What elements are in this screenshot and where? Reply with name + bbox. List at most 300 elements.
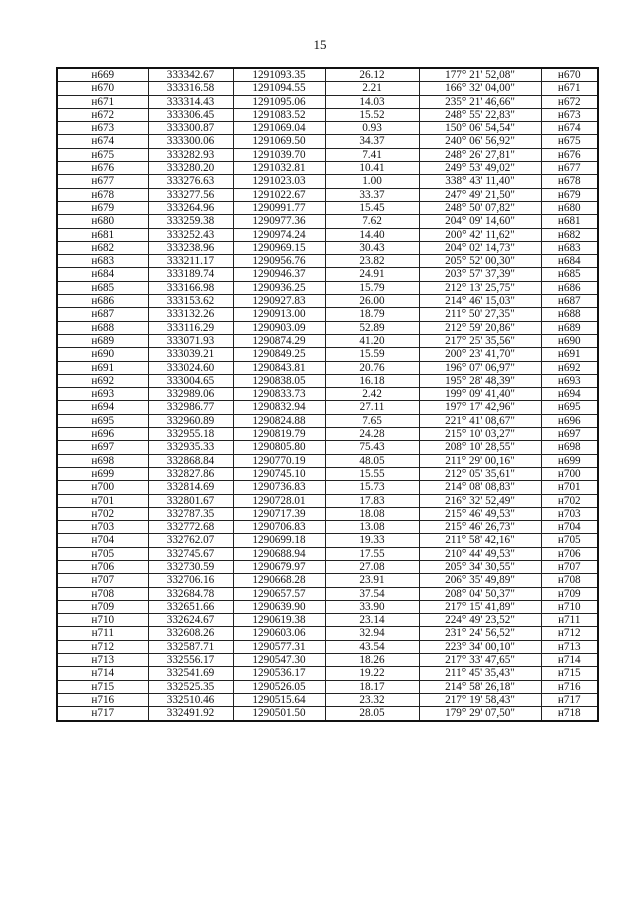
- table-row: [57, 680, 598, 693]
- distance-cell: 32.94: [325, 627, 419, 640]
- point-id-cell: н710: [57, 614, 148, 627]
- x-coordinate-cell: 332801.67: [148, 494, 233, 507]
- point-id-cell: н707: [57, 574, 148, 587]
- next-point-cell: н675: [541, 135, 598, 148]
- x-coordinate-cell: 333316.58: [148, 82, 233, 95]
- distance-cell: 14.03: [325, 95, 419, 108]
- bearing-cell: 215° 46' 49,53": [419, 507, 541, 520]
- table-row: [57, 614, 598, 627]
- bearing-cell: 179° 29' 07,50": [419, 707, 541, 721]
- bearing-cell: 214° 08' 08,83": [419, 481, 541, 494]
- next-point-cell: н699: [541, 454, 598, 467]
- bearing-cell: 197° 17' 42,96": [419, 401, 541, 414]
- page-number: 15: [313, 37, 327, 52]
- next-point-cell: н704: [541, 521, 598, 534]
- x-coordinate-cell: 332608.26: [148, 627, 233, 640]
- x-coordinate-cell: 332510.46: [148, 693, 233, 706]
- table-row: [57, 467, 598, 480]
- next-point-cell: н676: [541, 148, 598, 161]
- next-point-cell: н688: [541, 308, 598, 321]
- bearing-cell: 211° 58' 42,16": [419, 534, 541, 547]
- distance-cell: 10.41: [325, 162, 419, 175]
- point-id-cell: н699: [57, 467, 148, 480]
- bearing-cell: 166° 32' 04,00": [419, 82, 541, 95]
- distance-cell: 19.22: [325, 667, 419, 680]
- next-point-cell: н690: [541, 334, 598, 347]
- x-coordinate-cell: 333252.43: [148, 228, 233, 241]
- bearing-cell: 211° 50' 27,35": [419, 308, 541, 321]
- y-coordinate-cell: 1290843.81: [233, 361, 325, 374]
- y-coordinate-cell: 1290688.94: [233, 547, 325, 560]
- table-row: [57, 481, 598, 494]
- bearing-cell: 217° 15' 41,89": [419, 600, 541, 613]
- point-id-cell: н687: [57, 308, 148, 321]
- bearing-cell: 206° 35' 49,89": [419, 574, 541, 587]
- point-id-cell: н681: [57, 228, 148, 241]
- distance-cell: 26.12: [325, 68, 419, 82]
- table-row: [57, 201, 598, 214]
- point-id-cell: н671: [57, 95, 148, 108]
- point-id-cell: н712: [57, 640, 148, 653]
- bearing-cell: 212° 59' 20,86": [419, 321, 541, 334]
- table-row: [57, 308, 598, 321]
- x-coordinate-cell: 332960.89: [148, 414, 233, 427]
- x-coordinate-cell: 332491.92: [148, 707, 233, 721]
- x-coordinate-cell: 332684.78: [148, 587, 233, 600]
- bearing-cell: 248° 55' 22,83": [419, 108, 541, 121]
- distance-cell: 15.55: [325, 467, 419, 480]
- x-coordinate-cell: 333238.96: [148, 241, 233, 254]
- bearing-cell: 216° 32' 52,49": [419, 494, 541, 507]
- table-row: [57, 241, 598, 254]
- next-point-cell: н679: [541, 188, 598, 201]
- x-coordinate-cell: 332762.07: [148, 534, 233, 547]
- bearing-cell: 338° 43' 11,40": [419, 175, 541, 188]
- y-coordinate-cell: 1290805.80: [233, 441, 325, 454]
- point-id-cell: н709: [57, 600, 148, 613]
- table-row: [57, 374, 598, 387]
- x-coordinate-cell: 332772.68: [148, 521, 233, 534]
- x-coordinate-cell: 333166.98: [148, 281, 233, 294]
- x-coordinate-cell: 332651.66: [148, 600, 233, 613]
- table-row: [57, 361, 598, 374]
- y-coordinate-cell: 1290679.97: [233, 560, 325, 573]
- next-point-cell: н700: [541, 467, 598, 480]
- y-coordinate-cell: 1290977.36: [233, 215, 325, 228]
- next-point-cell: н709: [541, 587, 598, 600]
- x-coordinate-cell: 333132.26: [148, 308, 233, 321]
- y-coordinate-cell: 1290936.25: [233, 281, 325, 294]
- distance-cell: 24.91: [325, 268, 419, 281]
- bearing-cell: 240° 06' 56,92": [419, 135, 541, 148]
- point-id-cell: н688: [57, 321, 148, 334]
- distance-cell: 0.93: [325, 122, 419, 135]
- bearing-cell: 235° 21' 46,66": [419, 95, 541, 108]
- bearing-cell: 231° 24' 56,52": [419, 627, 541, 640]
- bearing-cell: 208° 04' 50,37": [419, 587, 541, 600]
- point-id-cell: н713: [57, 654, 148, 667]
- bearing-cell: 211° 45' 35,43": [419, 667, 541, 680]
- point-id-cell: н674: [57, 135, 148, 148]
- bearing-cell: 205° 52' 00,30": [419, 255, 541, 268]
- table-row: [57, 574, 598, 587]
- distance-cell: 17.83: [325, 494, 419, 507]
- point-id-cell: н684: [57, 268, 148, 281]
- x-coordinate-cell: 333071.93: [148, 334, 233, 347]
- y-coordinate-cell: 1290657.57: [233, 587, 325, 600]
- x-coordinate-cell: 332587.71: [148, 640, 233, 653]
- bearing-cell: 212° 13' 25,75": [419, 281, 541, 294]
- next-point-cell: н702: [541, 494, 598, 507]
- next-point-cell: н689: [541, 321, 598, 334]
- point-id-cell: н698: [57, 454, 148, 467]
- next-point-cell: н707: [541, 560, 598, 573]
- table-row: [57, 587, 598, 600]
- y-coordinate-cell: 1290956.76: [233, 255, 325, 268]
- next-point-cell: н681: [541, 215, 598, 228]
- y-coordinate-cell: 1290745.10: [233, 467, 325, 480]
- next-point-cell: н715: [541, 667, 598, 680]
- y-coordinate-cell: 1290536.17: [233, 667, 325, 680]
- point-id-cell: н711: [57, 627, 148, 640]
- point-id-cell: н695: [57, 414, 148, 427]
- y-coordinate-cell: 1290717.39: [233, 507, 325, 520]
- y-coordinate-cell: 1291023.03: [233, 175, 325, 188]
- y-coordinate-cell: 1291032.81: [233, 162, 325, 175]
- table-row: [57, 95, 598, 108]
- point-id-cell: н675: [57, 148, 148, 161]
- table-row: [57, 494, 598, 507]
- x-coordinate-cell: 332955.18: [148, 428, 233, 441]
- point-id-cell: н685: [57, 281, 148, 294]
- y-coordinate-cell: 1291069.04: [233, 122, 325, 135]
- next-point-cell: н673: [541, 108, 598, 121]
- bearing-cell: 223° 34' 00,10": [419, 640, 541, 653]
- table-row: [57, 560, 598, 573]
- point-id-cell: н673: [57, 122, 148, 135]
- y-coordinate-cell: 1291083.52: [233, 108, 325, 121]
- point-id-cell: н705: [57, 547, 148, 560]
- x-coordinate-cell: 333211.17: [148, 255, 233, 268]
- table-row: [57, 428, 598, 441]
- bearing-cell: 204° 02' 14,73": [419, 241, 541, 254]
- bearing-cell: 248° 26' 27,81": [419, 148, 541, 161]
- distance-cell: 15.59: [325, 348, 419, 361]
- table-row: [57, 281, 598, 294]
- coordinates-table-body: [57, 68, 598, 721]
- y-coordinate-cell: 1290706.83: [233, 521, 325, 534]
- point-id-cell: н704: [57, 534, 148, 547]
- bearing-cell: 204° 09' 14,60": [419, 215, 541, 228]
- x-coordinate-cell: 332745.67: [148, 547, 233, 560]
- table-row: [57, 707, 598, 721]
- y-coordinate-cell: 1290849.25: [233, 348, 325, 361]
- table-row: [57, 547, 598, 560]
- y-coordinate-cell: 1290974.24: [233, 228, 325, 241]
- x-coordinate-cell: 332730.59: [148, 560, 233, 573]
- distance-cell: 7.41: [325, 148, 419, 161]
- next-point-cell: н696: [541, 414, 598, 427]
- next-point-cell: н713: [541, 640, 598, 653]
- y-coordinate-cell: 1291093.35: [233, 68, 325, 82]
- table-row: [57, 401, 598, 414]
- x-coordinate-cell: 333153.62: [148, 295, 233, 308]
- distance-cell: 19.33: [325, 534, 419, 547]
- distance-cell: 2.42: [325, 388, 419, 401]
- table-row: [57, 68, 598, 82]
- next-point-cell: н692: [541, 361, 598, 374]
- x-coordinate-cell: 333276.63: [148, 175, 233, 188]
- next-point-cell: н678: [541, 175, 598, 188]
- point-id-cell: н714: [57, 667, 148, 680]
- y-coordinate-cell: 1291039.70: [233, 148, 325, 161]
- distance-cell: 23.82: [325, 255, 419, 268]
- table-row: [57, 441, 598, 454]
- y-coordinate-cell: 1290770.19: [233, 454, 325, 467]
- next-point-cell: н680: [541, 201, 598, 214]
- point-id-cell: н693: [57, 388, 148, 401]
- distance-cell: 15.52: [325, 108, 419, 121]
- x-coordinate-cell: 332814.69: [148, 481, 233, 494]
- bearing-cell: 248° 50' 07,82": [419, 201, 541, 214]
- distance-cell: 15.73: [325, 481, 419, 494]
- bearing-cell: 205° 34' 30,55": [419, 560, 541, 573]
- point-id-cell: н670: [57, 82, 148, 95]
- y-coordinate-cell: 1291022.67: [233, 188, 325, 201]
- next-point-cell: н677: [541, 162, 598, 175]
- next-point-cell: н708: [541, 574, 598, 587]
- point-id-cell: н690: [57, 348, 148, 361]
- table-row: [57, 215, 598, 228]
- x-coordinate-cell: 333259.38: [148, 215, 233, 228]
- bearing-cell: 211° 29' 00,16": [419, 454, 541, 467]
- bearing-cell: 215° 10' 03,27": [419, 428, 541, 441]
- distance-cell: 43.54: [325, 640, 419, 653]
- next-point-cell: н698: [541, 441, 598, 454]
- distance-cell: 23.32: [325, 693, 419, 706]
- distance-cell: 52.89: [325, 321, 419, 334]
- point-id-cell: н701: [57, 494, 148, 507]
- next-point-cell: н705: [541, 534, 598, 547]
- bearing-cell: 208° 10' 28,55": [419, 441, 541, 454]
- y-coordinate-cell: 1290874.29: [233, 334, 325, 347]
- y-coordinate-cell: 1290969.15: [233, 241, 325, 254]
- coordinates-table: [56, 67, 599, 722]
- distance-cell: 33.37: [325, 188, 419, 201]
- bearing-cell: 212° 05' 35,61": [419, 467, 541, 480]
- distance-cell: 23.91: [325, 574, 419, 587]
- x-coordinate-cell: 333300.06: [148, 135, 233, 148]
- table-row: [57, 188, 598, 201]
- distance-cell: 24.28: [325, 428, 419, 441]
- point-id-cell: н703: [57, 521, 148, 534]
- table-row: [57, 521, 598, 534]
- x-coordinate-cell: 333280.20: [148, 162, 233, 175]
- x-coordinate-cell: 332541.69: [148, 667, 233, 680]
- y-coordinate-cell: 1291094.55: [233, 82, 325, 95]
- distance-cell: 26.00: [325, 295, 419, 308]
- next-point-cell: н711: [541, 614, 598, 627]
- y-coordinate-cell: 1290833.73: [233, 388, 325, 401]
- distance-cell: 7.62: [325, 215, 419, 228]
- bearing-cell: 150° 06' 54,54": [419, 122, 541, 135]
- bearing-cell: 249° 53' 49,02": [419, 162, 541, 175]
- next-point-cell: н697: [541, 428, 598, 441]
- table-row: [57, 228, 598, 241]
- table-row: [57, 627, 598, 640]
- y-coordinate-cell: 1290639.90: [233, 600, 325, 613]
- y-coordinate-cell: 1290603.06: [233, 627, 325, 640]
- table-row: [57, 388, 598, 401]
- point-id-cell: н706: [57, 560, 148, 573]
- next-point-cell: н712: [541, 627, 598, 640]
- point-id-cell: н691: [57, 361, 148, 374]
- y-coordinate-cell: 1290736.83: [233, 481, 325, 494]
- distance-cell: 27.08: [325, 560, 419, 573]
- table-row: [57, 693, 598, 706]
- point-id-cell: н682: [57, 241, 148, 254]
- x-coordinate-cell: 333189.74: [148, 268, 233, 281]
- distance-cell: 23.14: [325, 614, 419, 627]
- x-coordinate-cell: 332989.06: [148, 388, 233, 401]
- point-id-cell: н702: [57, 507, 148, 520]
- table-row: [57, 268, 598, 281]
- x-coordinate-cell: 332787.35: [148, 507, 233, 520]
- point-id-cell: н717: [57, 707, 148, 721]
- table-row: [57, 135, 598, 148]
- distance-cell: 48.05: [325, 454, 419, 467]
- point-id-cell: н672: [57, 108, 148, 121]
- x-coordinate-cell: 333024.60: [148, 361, 233, 374]
- x-coordinate-cell: 332624.67: [148, 614, 233, 627]
- y-coordinate-cell: 1290927.83: [233, 295, 325, 308]
- table-row: [57, 82, 598, 95]
- next-point-cell: н683: [541, 241, 598, 254]
- next-point-cell: н693: [541, 374, 598, 387]
- next-point-cell: н670: [541, 68, 598, 82]
- y-coordinate-cell: 1290991.77: [233, 201, 325, 214]
- distance-cell: 1.00: [325, 175, 419, 188]
- y-coordinate-cell: 1290619.38: [233, 614, 325, 627]
- x-coordinate-cell: 333264.96: [148, 201, 233, 214]
- next-point-cell: н718: [541, 707, 598, 721]
- distance-cell: 14.40: [325, 228, 419, 241]
- table-row: [57, 534, 598, 547]
- table-row: [57, 507, 598, 520]
- bearing-cell: 214° 46' 15,03": [419, 295, 541, 308]
- bearing-cell: 196° 07' 06,97": [419, 361, 541, 374]
- distance-cell: 33.90: [325, 600, 419, 613]
- y-coordinate-cell: 1290946.37: [233, 268, 325, 281]
- distance-cell: 37.54: [325, 587, 419, 600]
- distance-cell: 17.55: [325, 547, 419, 560]
- table-row: [57, 414, 598, 427]
- x-coordinate-cell: 332868.84: [148, 454, 233, 467]
- next-point-cell: н685: [541, 268, 598, 281]
- bearing-cell: 200° 42' 11,62": [419, 228, 541, 241]
- distance-cell: 18.17: [325, 680, 419, 693]
- table-row: [57, 122, 598, 135]
- bearing-cell: 224° 49' 23,52": [419, 614, 541, 627]
- table-row: [57, 600, 598, 613]
- distance-cell: 34.37: [325, 135, 419, 148]
- distance-cell: 18.79: [325, 308, 419, 321]
- y-coordinate-cell: 1290699.18: [233, 534, 325, 547]
- bearing-cell: 215° 46' 26,73": [419, 521, 541, 534]
- table-row: [57, 640, 598, 653]
- y-coordinate-cell: 1290913.00: [233, 308, 325, 321]
- x-coordinate-cell: 332827.86: [148, 467, 233, 480]
- next-point-cell: н714: [541, 654, 598, 667]
- bearing-cell: 195° 28' 48,39": [419, 374, 541, 387]
- next-point-cell: н695: [541, 401, 598, 414]
- next-point-cell: н682: [541, 228, 598, 241]
- y-coordinate-cell: 1290728.01: [233, 494, 325, 507]
- point-id-cell: н678: [57, 188, 148, 201]
- next-point-cell: н717: [541, 693, 598, 706]
- next-point-cell: н686: [541, 281, 598, 294]
- distance-cell: 18.26: [325, 654, 419, 667]
- x-coordinate-cell: 333039.21: [148, 348, 233, 361]
- table-row: [57, 162, 598, 175]
- bearing-cell: 203° 57' 37,39": [419, 268, 541, 281]
- bearing-cell: 217° 19' 58,43": [419, 693, 541, 706]
- point-id-cell: н696: [57, 428, 148, 441]
- point-id-cell: н669: [57, 68, 148, 82]
- next-point-cell: н710: [541, 600, 598, 613]
- distance-cell: 30.43: [325, 241, 419, 254]
- point-id-cell: н692: [57, 374, 148, 387]
- next-point-cell: н691: [541, 348, 598, 361]
- next-point-cell: н716: [541, 680, 598, 693]
- point-id-cell: н697: [57, 441, 148, 454]
- bearing-cell: 199° 09' 41,40": [419, 388, 541, 401]
- point-id-cell: н676: [57, 162, 148, 175]
- x-coordinate-cell: 333314.43: [148, 95, 233, 108]
- y-coordinate-cell: 1290903.09: [233, 321, 325, 334]
- table-row: [57, 667, 598, 680]
- point-id-cell: н708: [57, 587, 148, 600]
- next-point-cell: н703: [541, 507, 598, 520]
- point-id-cell: н680: [57, 215, 148, 228]
- bearing-cell: 217° 25' 35,56": [419, 334, 541, 347]
- table-row: [57, 148, 598, 161]
- point-id-cell: н686: [57, 295, 148, 308]
- next-point-cell: н701: [541, 481, 598, 494]
- y-coordinate-cell: 1290515.64: [233, 693, 325, 706]
- y-coordinate-cell: 1291069.50: [233, 135, 325, 148]
- table-row: [57, 295, 598, 308]
- distance-cell: 16.18: [325, 374, 419, 387]
- bearing-cell: 217° 33' 47,65": [419, 654, 541, 667]
- point-id-cell: н716: [57, 693, 148, 706]
- x-coordinate-cell: 332525.35: [148, 680, 233, 693]
- next-point-cell: н687: [541, 295, 598, 308]
- x-coordinate-cell: 333300.87: [148, 122, 233, 135]
- y-coordinate-cell: 1290577.31: [233, 640, 325, 653]
- table-row: [57, 321, 598, 334]
- x-coordinate-cell: 333004.65: [148, 374, 233, 387]
- point-id-cell: н679: [57, 201, 148, 214]
- y-coordinate-cell: 1290838.05: [233, 374, 325, 387]
- x-coordinate-cell: 332986.77: [148, 401, 233, 414]
- x-coordinate-cell: 332706.16: [148, 574, 233, 587]
- bearing-cell: 221° 41' 08,67": [419, 414, 541, 427]
- point-id-cell: н694: [57, 401, 148, 414]
- next-point-cell: н672: [541, 95, 598, 108]
- point-id-cell: н689: [57, 334, 148, 347]
- x-coordinate-cell: 332935.33: [148, 441, 233, 454]
